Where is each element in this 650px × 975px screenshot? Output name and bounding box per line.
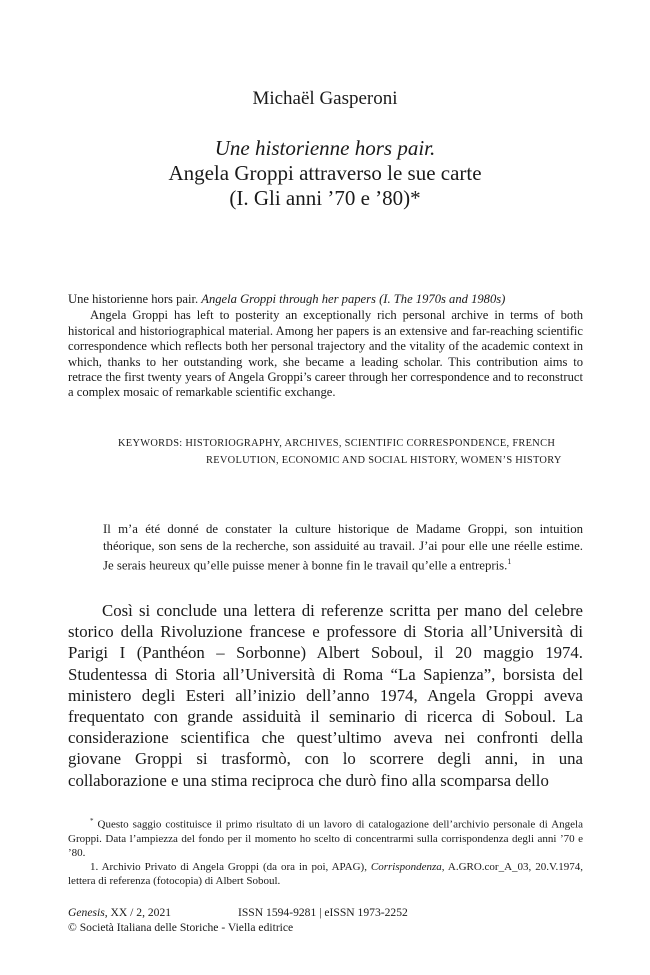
abstract [68, 292, 583, 401]
footnote-1-italic: Corrispondenza [370, 860, 442, 873]
title-line-2: Angela Groppi attraverso le sue carte [168, 161, 482, 185]
article-title [0, 136, 650, 211]
keywords [118, 435, 583, 469]
footnote-star-mark: * [90, 817, 94, 825]
abstract-title-plain: Une historienne hors pair. [68, 292, 199, 306]
footnote-1-post: , A.GRO.cor_A_03, 20.V.1974, lettera di referenza (fotocopia) di Albert Soboul. [68, 860, 583, 887]
abstract-body: Angela Groppi has left to posterity an exceptionally rich personal archive in terms of both historical and historiographical material. Among her papers is an extensive and far-reaching scientific correspondence which reflects both her personal trajectory and the vitality of the academic context in which, thanks to her outstanding work, she became a leading scholar. This contribution aims to retrace the first twenty years of Angela Groppi’s career through her correspondence and to reconstruct a complex mosaic of remarkable scientific exchange. [68, 308, 583, 400]
body-paragraph: Così si conclude una lettera di referenze scritta per mano del celebre storico della Rivoluzione francese e professore di Storia all’Università di Parigi I (Panthéon – Sorbonne) Albert Soboul, il 20 maggio 1974. Studentessa di Storia all’Università di Roma “La Sapienza”, borsista del ministero degli Esteri all’inizio dell’anno 1974, Angela Groppi aveva frequentato con grande assiduità il seminario di ricerca di Soboul. La considerazione scientifica che quest’ultimo aveva nei confronti della giovane Groppi si trasformò, con lo scorrere degli anni, in una collaborazione e una stima reciproca che durò fino alla scomparsa dello [68, 601, 583, 790]
epigraph-quote [103, 521, 583, 574]
page-footer [68, 905, 583, 935]
abstract-title-italic: Angela Groppi through her papers (I. The 1970s and 1980s) [201, 292, 506, 306]
journal-name: Genesis [68, 906, 105, 919]
footnotes [68, 814, 583, 888]
footnote-1 [68, 860, 583, 888]
title-line-1: Une historienne hors pair. [214, 136, 436, 160]
footer-line-1 [68, 905, 583, 920]
title-line-3: (I. Gli anni ’70 e ’80)* [229, 186, 421, 210]
footnote-star [68, 814, 583, 860]
footnote-1-pre: 1. Archivio Privato di Angela Groppi (da ora in poi, APAG), [90, 860, 367, 873]
keywords-line-2: REVOLUTION, ECONOMIC AND SOCIAL HISTORY, WOMEN’S HISTORY [206, 455, 562, 466]
keywords-line-1: KEYWORDS: HISTORIOGRAPHY, ARCHIVES, SCIENTIFIC CORRESPONDENCE, FRENCH [118, 438, 556, 449]
footnote-star-text: Questo saggio costituisce il primo risultato di un lavoro di catalogazione dell’archivio personale di Angela Groppi. Data l’ampiezza del fondo per il momento ho scelto di concentrarmi sulla corrispondenza degli anni ’70 e ’80. [68, 818, 583, 859]
footnote-ref-1[interactable]: 1 [507, 557, 512, 567]
journal-volume: , XX / 2, 2021 [104, 906, 172, 919]
main-text [68, 600, 583, 791]
author-name: Michaël Gasperoni [252, 88, 398, 109]
abstract-heading [68, 292, 583, 307]
quote-text: Il m’a été donné de constater la culture historique de Madame Groppi, son intuition théorique, son sens de la recherche, son assiduité au travail. J’ai pour elle une réelle estime. Je serais heureux qu’elle puisse mener à bonne fin le travail qu’elle a entrepris. [103, 522, 583, 573]
issn: ISSN 1594-9281 | eISSN 1973-2252 [238, 906, 408, 919]
copyright: © Società Italiana delle Storiche - Viella editrice [68, 921, 294, 934]
